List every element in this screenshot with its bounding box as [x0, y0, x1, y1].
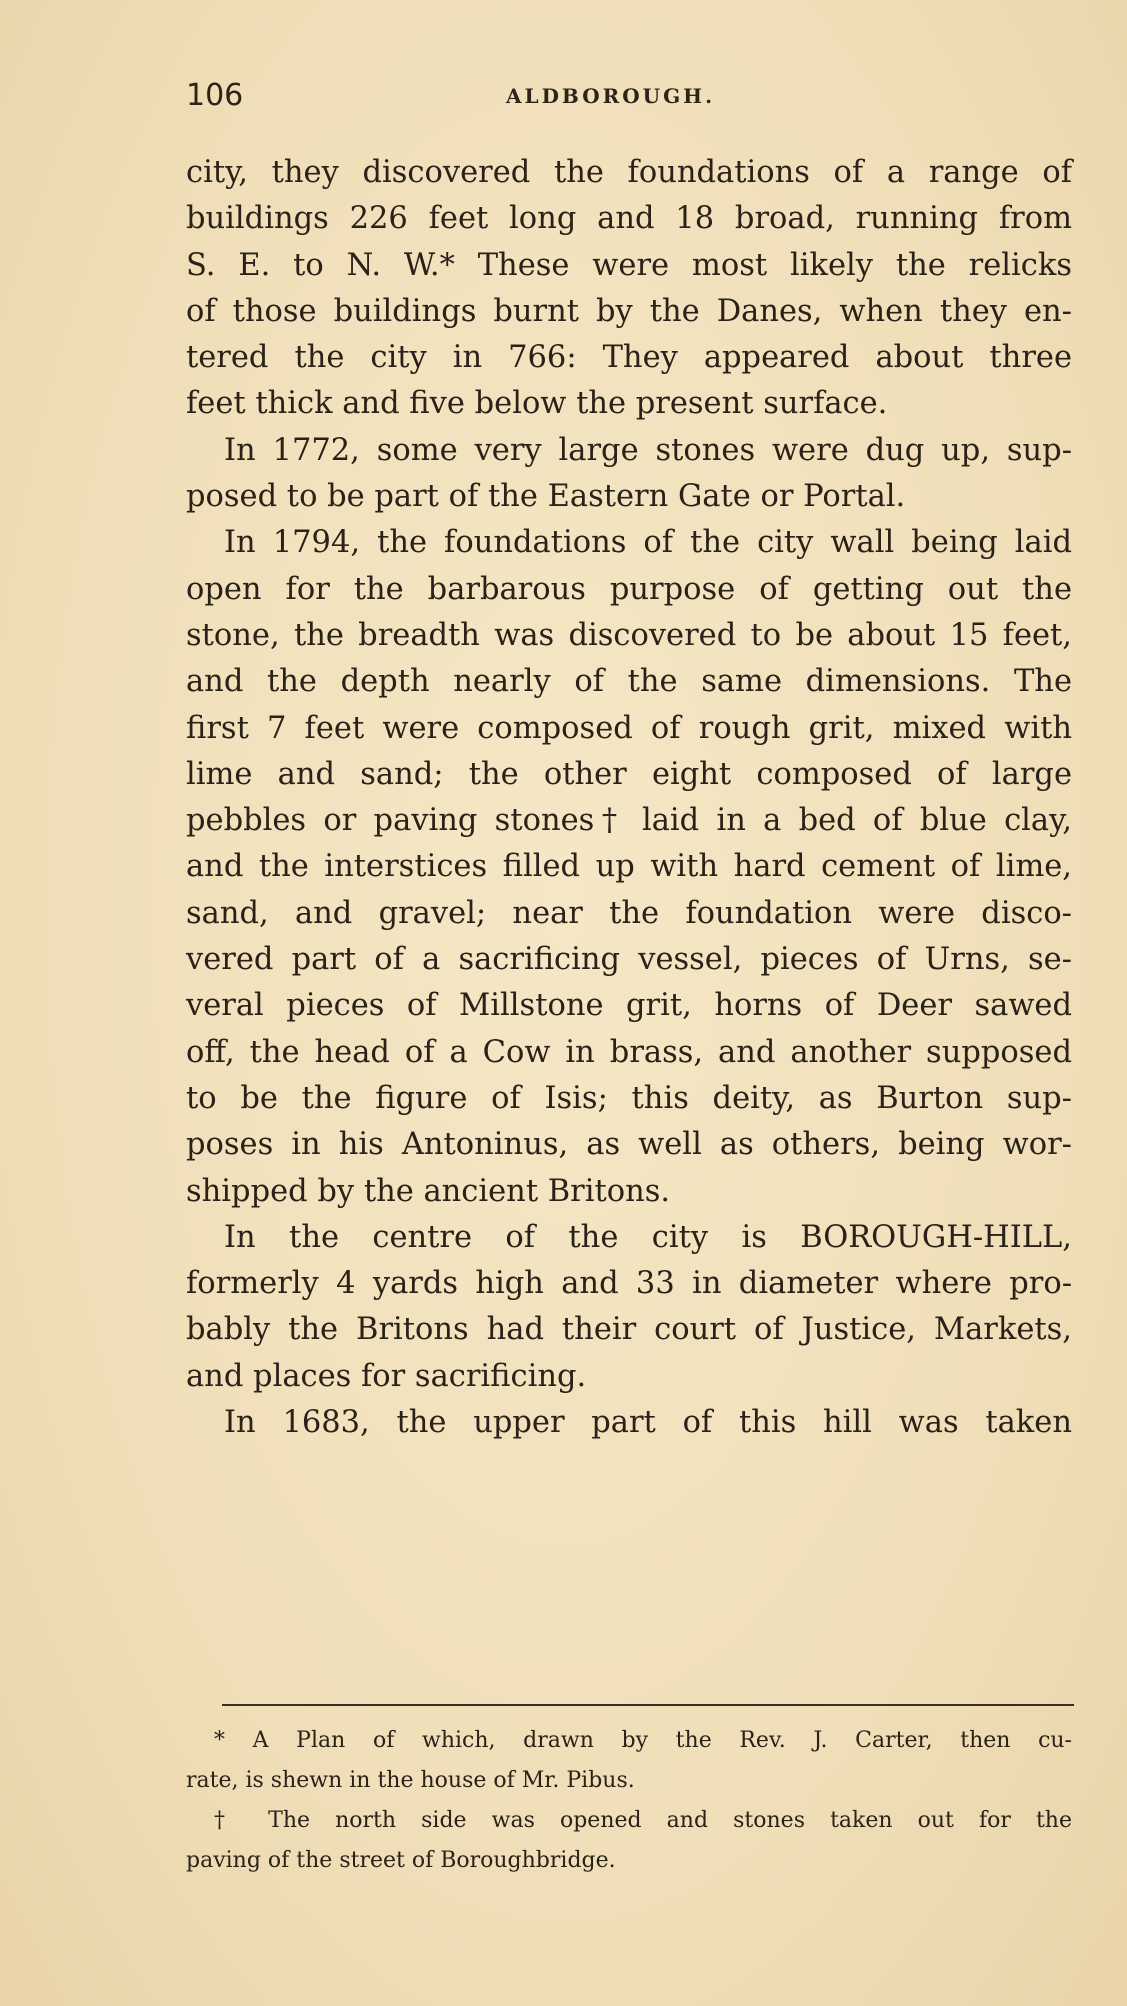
body-line: off, the head of a Cow in brass, and another supposed — [186, 1034, 1072, 1070]
body-line: to be the figure of Isis; this deity, as Burton sup- — [186, 1080, 1072, 1116]
body-line: first 7 feet were composed of rough grit, mixed with — [186, 710, 1072, 746]
body-line: In 1794, the foundations of the city wall being laid — [224, 525, 1072, 561]
footnotes — [186, 1721, 1072, 1881]
body-line: buildings 226 feet long and 18 broad, running from — [186, 201, 1072, 237]
running-head: ALDBOROUGH. — [506, 84, 716, 108]
body-line: stone, the breadth was discovered to be about 15 feet, — [186, 617, 1072, 653]
body-line: In 1683, the upper part of this hill was taken — [224, 1405, 1072, 1441]
body-line: tered the city in 766: They appeared about three — [186, 340, 1072, 376]
body-line: formerly 4 yards high and 33 in diameter where pro- — [186, 1266, 1072, 1302]
body-line: and the depth nearly of the same dimensions. The — [186, 664, 1072, 700]
body-line: feet thick and five below the present surface. — [186, 386, 888, 422]
body-line: veral pieces of Millstone grit, horns of Deer sawed — [186, 988, 1072, 1024]
footnote-divider — [222, 1704, 1074, 1706]
body-line: In 1772, some very large stones were dug up, sup- — [224, 432, 1072, 468]
body-line: and the interstices filled up with hard cement of lime, — [186, 849, 1072, 885]
body-line: bably the Britons had their court of Justice, Markets, — [186, 1312, 1072, 1348]
footnote-line: rate, is shewn in the house of Mr. Pibus. — [186, 1768, 635, 1793]
body-line: posed to be part of the Eastern Gate or Portal. — [186, 479, 906, 515]
body-line: sand, and gravel; near the foundation were disco- — [186, 895, 1072, 931]
body-text — [186, 150, 1072, 1446]
page-number: 106 — [186, 78, 244, 113]
body-line: pebbles or paving stones† laid in a bed of blue clay, — [186, 803, 1072, 839]
body-line: vered part of a sacrificing vessel, pieces of Urns, se- — [186, 942, 1072, 978]
body-line: and places for sacrificing. — [186, 1358, 587, 1394]
body-line: shipped by the ancient Britons. — [186, 1173, 671, 1209]
body-line: city, they discovered the foundations of a range of — [186, 155, 1072, 190]
body-line: poses in his Antoninus, as well as others, being wor- — [186, 1127, 1072, 1163]
body-line: S. E. to N. W.* These were most likely the relicks — [186, 247, 1072, 283]
footnote-line: * A Plan of which, drawn by the Rev. J. Carter, then cu- — [214, 1728, 1072, 1753]
footnote-line: paving of the street of Boroughbridge. — [186, 1848, 616, 1873]
body-line: lime and sand; the other eight composed of large — [186, 756, 1072, 792]
footnote-line: † The north side was opened and stones taken out for the — [214, 1808, 1072, 1833]
page-header — [186, 78, 946, 118]
body-line: open for the barbarous purpose of getting out the — [186, 571, 1072, 607]
body-line: In the centre of the city is BOROUGH-HILL, — [224, 1219, 1072, 1255]
body-line: of those buildings burnt by the Danes, when they en- — [186, 293, 1072, 329]
